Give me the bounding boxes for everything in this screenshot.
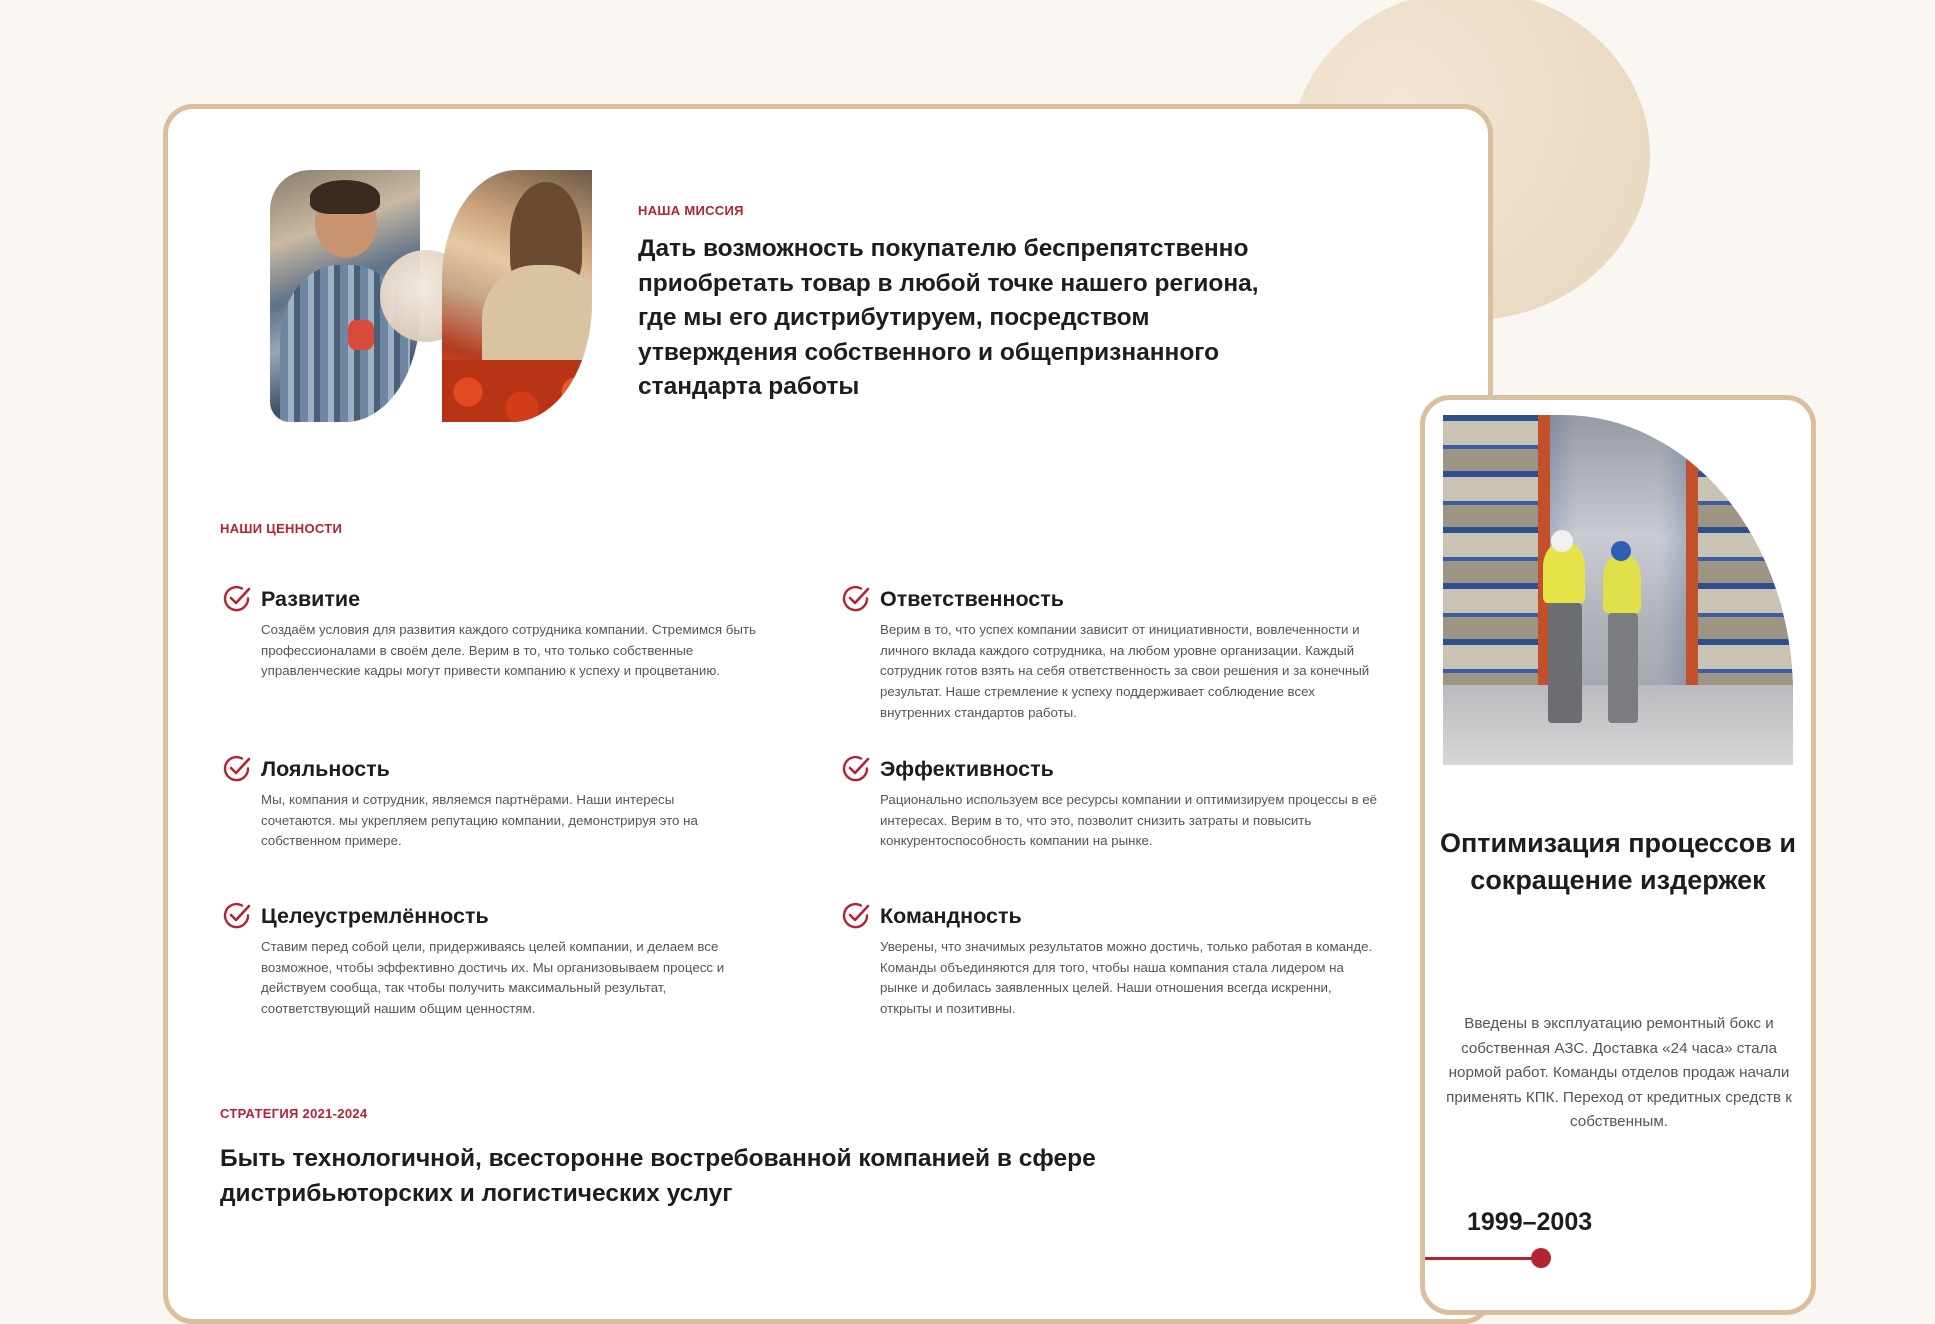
value-item-responsibility bbox=[841, 584, 1381, 724]
value-desc: Уверены, что значимых результатов можно достичь, только работая в команде. Команды объединяются для того, чтобы наша компания стала лидером на рынке и добилась заявленных целей. Наши отношения всегда искренни, открыты и позитивны. bbox=[880, 939, 1373, 1017]
timeline-card-title: Оптимизация процессов и сокращение издержек bbox=[1439, 828, 1796, 895]
value-desc: Мы, компания и сотрудник, являемся партнёрами. Наши интересы сочетаются. мы укрепляем репутацию компании, демонстрируя это на собственном примере. bbox=[261, 792, 698, 849]
check-circle-icon bbox=[841, 901, 871, 931]
mission-photos bbox=[270, 170, 592, 422]
strategy-label: СТРАТЕГИЯ 2021-2024 bbox=[220, 1106, 368, 1121]
value-desc: Создаём условия для развития каждого сотрудника компании. Стремимся быть профессионалами в своём деле. Верим в то, что только собственные управленческие кадры могут привести компанию к успеху и процветанию. bbox=[261, 622, 756, 679]
value-title: Лояльность bbox=[261, 756, 390, 781]
value-item-efficiency bbox=[841, 754, 1381, 852]
value-desc: Рационально используем все ресурсы компании и оптимизируем процессы в её интересах. Верим в то, что это, позволит снизить затраты и повысить конкурентоспособность компании на рынке. bbox=[880, 792, 1377, 849]
value-desc: Верим в то, что успех компании зависит от инициативности, вовлеченности и личного вклада каждого сотрудника, на любом уровне организации. Каждый сотрудник готов взять на себя ответственность за свои решения и за конечный результат. Наше стремление к успеху поддерживает соблюдение всех внутренних стандартов работы. bbox=[880, 622, 1370, 720]
timeline-year: 1999–2003 bbox=[1467, 1208, 1593, 1236]
value-title: Ответственность bbox=[880, 586, 1065, 611]
warehouse-photo bbox=[1443, 415, 1793, 765]
value-title: Эффективность bbox=[880, 756, 1054, 781]
timeline-card-desc: Введены в эксплуатацию ремонтный бокс и собственная АЗС. Доставка «24 часа» стала нормой работ. Команды отделов продаж начали применять КПК. Переход от кредитных средств к собственным. bbox=[1446, 1015, 1792, 1130]
timeline-line bbox=[1425, 1257, 1537, 1260]
mission-photo-woman bbox=[442, 170, 592, 422]
check-circle-icon bbox=[222, 901, 252, 931]
value-item-purposefulness bbox=[222, 901, 762, 1020]
value-desc: Ставим перед собой цели, придерживаясь целей компании, и делаем все возможное, чтобы эффективно достичь их. Мы организовываем процесс и действуем сообща, так чтобы получить максимальный результат, соответствующий нашим общим ценностям. bbox=[261, 939, 725, 1017]
value-title: Целеустремлённость bbox=[261, 903, 489, 928]
value-item-teamwork bbox=[841, 901, 1381, 1020]
check-circle-icon bbox=[222, 754, 252, 784]
timeline-dot[interactable] bbox=[1531, 1248, 1551, 1268]
mission-label: НАША МИССИЯ bbox=[638, 203, 744, 218]
check-circle-icon bbox=[841, 754, 871, 784]
check-circle-icon bbox=[841, 584, 871, 614]
value-title: Развитие bbox=[261, 586, 361, 611]
values-label: НАШИ ЦЕННОСТИ bbox=[220, 521, 343, 536]
mission-title: Дать возможность покупателю беспрепятственно приобретать товар в любой точке нашего региона, где мы его дистрибутируем, посредством утверждения собственного и общепризнанного стандарта работы bbox=[638, 235, 1259, 400]
value-item-loyalty bbox=[222, 754, 762, 852]
timeline-card bbox=[1420, 395, 1816, 1315]
strategy-title: Быть технологичной, всесторонне востребованной компанией в сфере дистрибьюторских и логистических услуг bbox=[220, 1145, 1096, 1207]
value-title: Командность bbox=[880, 903, 1022, 928]
check-circle-icon bbox=[222, 584, 252, 614]
value-item-development bbox=[222, 584, 762, 682]
mission-section bbox=[638, 203, 1298, 405]
